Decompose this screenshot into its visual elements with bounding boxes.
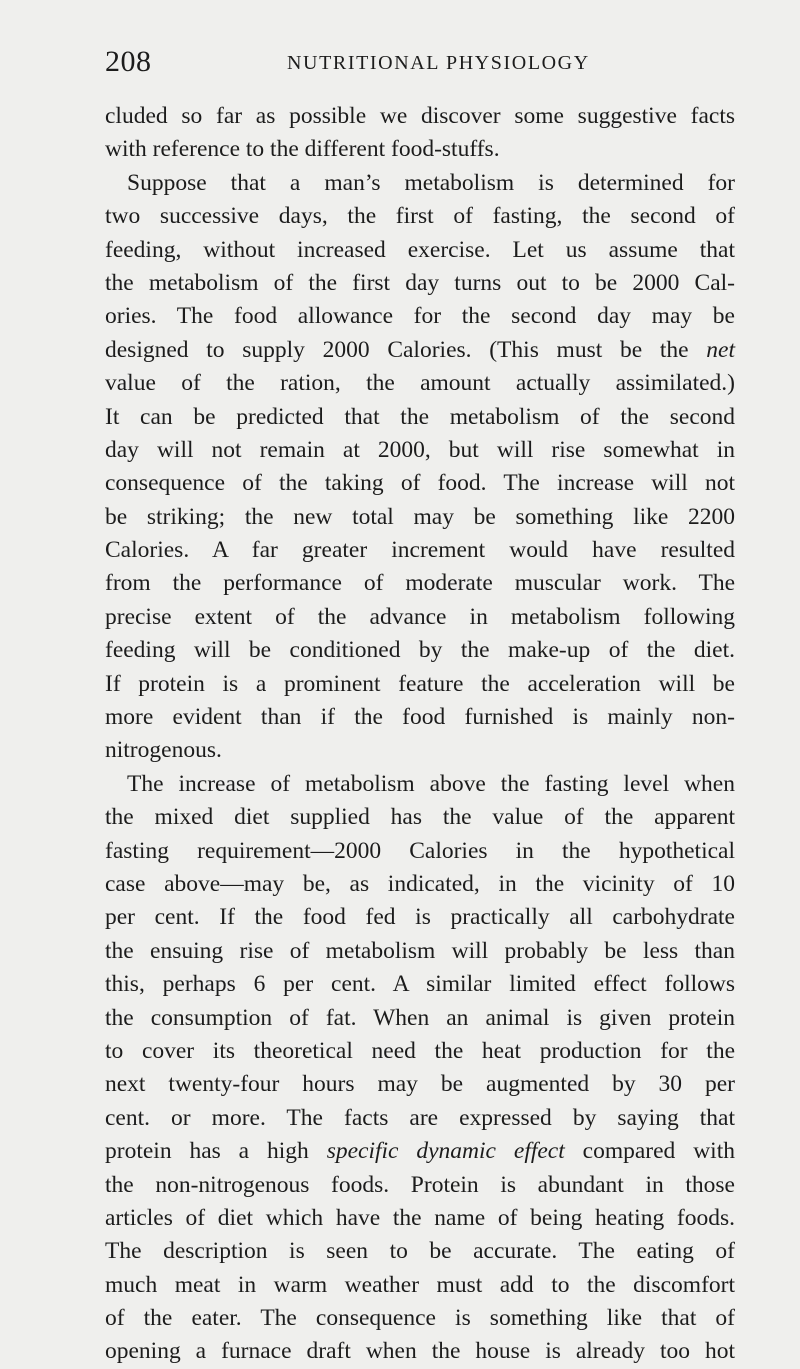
text-line: two successive days, the first of fasting, the second of [105,203,735,230]
text-line: The description is seen to be accurate. The eating of [105,1238,735,1265]
text-line: more evident than if the food furnished is mainly non- [105,704,735,731]
text-segment: designed to supply 2000 Calories. (This must be the [105,336,707,363]
text-line: the non-nitrogenous foods. Protein is abundant in those [105,1171,735,1198]
text-line: nitrogenous. [105,737,222,764]
text-line: the metabolism of the first day turns out to be 2000 Cal- [105,269,735,296]
italic-term: net [706,336,735,363]
text-line: with reference to the different food-stuffs. [105,136,500,163]
text-line: ories. The food allowance for the second day may be [105,303,735,330]
text-line: the mixed diet supplied has the value of the apparent [105,804,735,831]
text-line: case above—may be, as indicated, in the vicinity of 10 [105,870,735,897]
text-line: opening a furnace draft when the house is already too hot [105,1338,735,1365]
text-segment: compared with [564,1138,735,1165]
text-line: Suppose that a man’s metabolism is determined for [127,169,735,196]
text-line: It can be predicted that the metabolism of the second [105,403,735,430]
text-line: consequence of the taking of food. The increase will not [105,470,735,497]
running-head [105,42,735,82]
text-line: The increase of metabolism above the fasting level when [127,770,735,797]
body-text [105,100,735,1369]
text-line: Calories. A far greater increment would have resulted [105,537,735,564]
text-line: this, perhaps 6 per cent. A similar limited effect follows [105,971,735,998]
text-line: to cover its theoretical need the heat production for the [105,1037,735,1064]
text-line: precise extent of the advance in metabolism following [105,603,735,630]
text-line: the consumption of fat. When an animal is given protein [105,1004,735,1031]
italic-term: specific dynamic effect [326,1138,565,1165]
running-title: NUTRITIONAL PHYSIOLOGY [287,52,590,74]
text-line: If protein is a prominent feature the acceleration will be [105,670,735,697]
text-line: per cent. If the food fed is practically all carbohydrate [105,904,735,931]
text-line: day will not remain at 2000, but will rise somewhat in [105,436,735,463]
text-line: be striking; the new total may be something like 2200 [105,503,735,530]
text-line: much meat in warm weather must add to the discomfort [105,1271,735,1298]
text-line: feeding will be conditioned by the make-up of the diet. [105,637,735,664]
text-line: cent. or more. The facts are expressed by saying that [105,1104,735,1131]
text-line [105,1135,735,1168]
text-line: cluded so far as possible we discover some suggestive facts [105,103,735,129]
page-number: 208 [105,45,152,78]
text-line: the ensuing rise of metabolism will probably be less than [105,937,735,964]
text-line: of the eater. The consequence is something like that of [105,1305,735,1332]
text-line: value of the ration, the amount actually assimilated.) [105,370,735,397]
text-line: feeding, without increased exercise. Let us assume that [105,236,735,263]
text-line [105,334,735,367]
text-line: fasting requirement—2000 Calories in the hypothetical [105,837,735,864]
text-line: next twenty-four hours may be augmented by 30 per [105,1071,735,1098]
text-segment: protein has a high [105,1138,327,1165]
text-line: articles of diet which have the name of being heating foods. [105,1204,735,1231]
text-line: from the performance of moderate muscular work. The [105,570,735,597]
